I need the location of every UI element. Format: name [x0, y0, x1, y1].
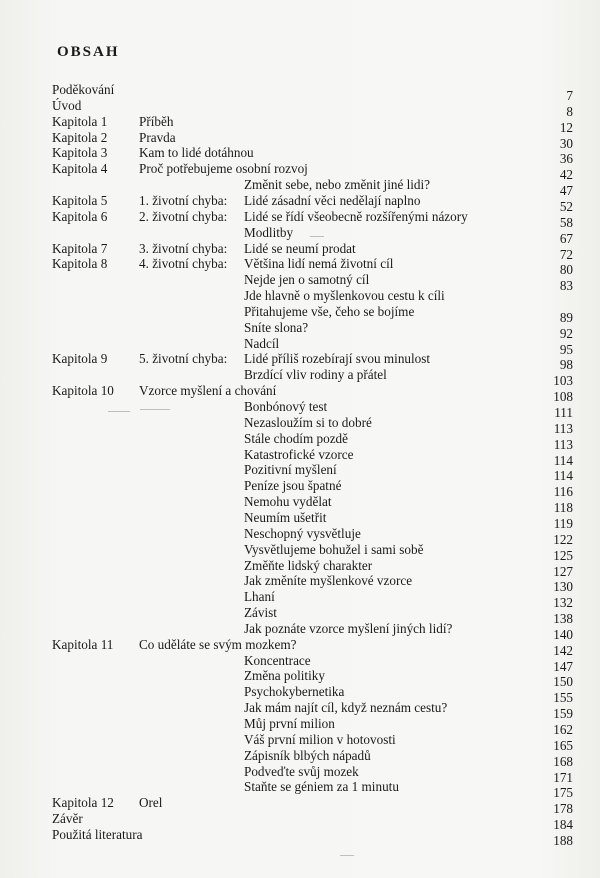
entry-subtitle: Zápisník blbých nápadů: [244, 747, 371, 763]
toc-entry: [0, 716, 600, 737]
entry-subtitle: Lidé zásadní věci nedělají naplno: [244, 192, 421, 208]
entry-page-number: 175: [553, 785, 573, 801]
toc-entry: [0, 763, 600, 785]
toc-entry: [0, 351, 600, 373]
entry-page-number: 92: [559, 325, 573, 341]
entry-subtitle: Nezasloužím si to dobré: [244, 414, 372, 430]
toc-entry: [0, 224, 600, 246]
entry-subtitle: Nemohu vydělat: [244, 494, 332, 510]
entry-page-number: 58: [559, 214, 573, 230]
entry-subtitle: Jak poznáte vzorce myšlení jiných lidí?: [244, 620, 453, 636]
entry-subtitle: Katastrofické vzorce: [244, 446, 354, 462]
entry-page-number: 111: [554, 405, 573, 420]
entry-subtitle: Lidé se neumí prodat: [244, 240, 356, 256]
entry-subtitle: Neschopný vysvětluje: [244, 525, 361, 541]
entry-page-number: 8: [566, 103, 573, 119]
entry-subtitle: Neumím ušetřit: [244, 509, 327, 525]
entry-chapter: Kapitola 10: [52, 383, 114, 399]
toc-entry: [0, 240, 600, 262]
toc-entry: [0, 652, 600, 674]
toc-entry: [0, 557, 600, 579]
entry-subtitle: Jak změníte myšlenkové vzorce: [244, 573, 413, 589]
entry-page-number: 89: [559, 309, 573, 325]
entry-page-number: 142: [553, 642, 573, 658]
entry-chapter: Kapitola 11: [52, 636, 114, 652]
toc-entry: [0, 177, 600, 199]
toc-entry: [0, 811, 600, 833]
entry-page-number: 72: [559, 246, 573, 262]
toc-entry: [0, 208, 600, 230]
entry-title: 5. životní chyba:: [139, 351, 228, 367]
toc-entry: [0, 684, 600, 706]
entry-subtitle: Pozitivní myšlení: [244, 462, 337, 478]
entry-subtitle: Lidé se řídí všeobecně rozšířenými názory: [244, 208, 468, 224]
entry-page-number: 188: [553, 832, 573, 848]
entry-page-number: 150: [553, 674, 573, 690]
entry-subtitle: Psychokybernetika: [244, 684, 345, 700]
entry-page-number: 12: [559, 119, 573, 135]
entry-chapter: Kapitola 5: [52, 192, 108, 208]
entry-page-number: 118: [553, 500, 573, 516]
entry-chapter: Kapitola 3: [52, 145, 108, 161]
entry-page-number: 52: [559, 198, 573, 214]
entry-subtitle: Peníze jsou špatné: [244, 478, 342, 494]
entry-subtitle: Přitahujeme vše, čeho se bojíme: [244, 303, 415, 319]
entry-chapter: Kapitola 1: [52, 113, 108, 129]
scan-smudge: [310, 236, 324, 237]
toc-entry: [0, 192, 600, 214]
entry-page-number: 138: [553, 611, 573, 627]
entry-chapter: Kapitola 6: [52, 208, 108, 224]
entry-page-number: 36: [559, 151, 573, 167]
entry-subtitle: Brzdící vliv rodiny a přátel: [244, 367, 387, 383]
toc-entry: [0, 525, 600, 547]
entry-title: Proč potřebujeme osobní rozvoj: [139, 161, 308, 177]
entry-title: Vzorce myšlení a chování: [139, 383, 277, 399]
entry-chapter: Kapitola 9: [52, 351, 108, 367]
entry-page-number: 122: [553, 531, 573, 547]
entry-page-number: 130: [553, 579, 573, 595]
entry-page-number: 116: [553, 484, 573, 500]
entry-subtitle: Většina lidí nemá životní cíl: [244, 256, 394, 272]
entry-subtitle: Stále chodím pozdě: [244, 430, 349, 446]
entry-page-number: 108: [553, 389, 573, 405]
entry-subtitle: Bonbónový test: [244, 399, 328, 414]
toc-entry: [0, 541, 600, 563]
entry-page-number: 103: [553, 373, 573, 389]
entry-page-number: 83: [559, 278, 573, 294]
entry-subtitle: Lidé příliš rozebírají svou minulost: [244, 351, 431, 367]
entry-page-number: 80: [559, 262, 573, 278]
toc-entry: [0, 494, 600, 516]
toc-entry: [0, 383, 600, 405]
entry-subtitle: Váš první milion v hotovosti: [244, 731, 396, 747]
toc-entry: [0, 145, 600, 167]
entry-subtitle: Změnit sebe, nebo změnit jiné lidi?: [244, 177, 431, 193]
toc-entry: [0, 826, 600, 848]
entry-subtitle: Změňte lidský charakter: [244, 557, 373, 573]
entry-subtitle: Můj první milion: [244, 716, 335, 731]
scan-smudge: [108, 411, 130, 412]
entry-page-number: 47: [559, 183, 573, 199]
scan-smudge: [340, 855, 354, 856]
toc-entry: [0, 478, 600, 500]
toc-entry: [0, 795, 600, 817]
entry-page-number: 114: [553, 468, 573, 484]
toc-entry: [0, 367, 600, 389]
contents-title: OBSAH: [57, 44, 120, 60]
entry-page-number: 171: [553, 769, 573, 785]
toc-entry: [0, 700, 600, 722]
toc-entry: [0, 605, 600, 627]
toc-entry: [0, 462, 600, 484]
entry-subtitle: Nejde jen o samotný cíl: [244, 272, 370, 288]
entry-page-number: 127: [553, 563, 573, 579]
toc-entry: [0, 256, 600, 278]
entry-subtitle: Koncentrace: [244, 652, 311, 668]
entry-page-number: 30: [559, 135, 573, 151]
entry-chapter: Použitá literatura: [52, 826, 143, 842]
entry-page-number: 67: [559, 230, 573, 246]
entry-page-number: 155: [553, 690, 573, 706]
toc-entry: [0, 636, 600, 658]
entry-page-number: 113: [553, 436, 573, 452]
entry-page-number: 119: [553, 515, 573, 531]
entry-page-number: 7: [566, 88, 573, 103]
entry-title: Pravda: [139, 129, 176, 145]
toc-entry: [0, 129, 600, 151]
entry-page-number: 159: [553, 706, 573, 722]
toc-entry: [0, 589, 600, 611]
entry-page-number: 98: [559, 357, 573, 373]
entry-title: 4. životní chyba:: [139, 256, 228, 272]
entry-subtitle: Jak mám najít cíl, když neznám cestu?: [244, 700, 448, 716]
toc-entry: [0, 430, 600, 452]
toc-entry: [0, 272, 600, 294]
entry-subtitle: Změna politiky: [244, 668, 325, 684]
entry-subtitle: Staňte se géniem za 1 minutu: [244, 779, 399, 795]
entry-page-number: 42: [559, 167, 573, 183]
entry-page-number: 113: [553, 420, 573, 436]
entry-subtitle: Jde hlavně o myšlenkovou cestu k cíli: [244, 288, 445, 304]
entry-subtitle: Lhaní: [244, 589, 275, 605]
entry-chapter: Závěr: [52, 811, 83, 827]
entry-subtitle: Nadcíl: [244, 335, 280, 351]
entry-page-number: 140: [553, 626, 573, 642]
toc-entry: [0, 668, 600, 690]
entry-chapter: Kapitola 8: [52, 256, 108, 272]
entry-subtitle: Podveďte svůj mozek: [244, 763, 359, 779]
entry-subtitle: Vysvětlujeme bohužel i sami sobě: [244, 541, 424, 557]
entry-title: Příběh: [139, 113, 174, 129]
entry-subtitle: Modlitby: [244, 224, 294, 240]
toc-entry: [0, 335, 600, 357]
entry-chapter: Kapitola 12: [52, 795, 114, 811]
toc-entry: [0, 288, 600, 304]
entry-chapter: Kapitola 7: [52, 240, 108, 256]
entry-title: Orel: [139, 795, 163, 811]
toc-entry: [0, 399, 600, 420]
entry-page-number: 165: [553, 737, 573, 753]
toc-entry: [0, 414, 600, 436]
toc-entry: [0, 620, 600, 642]
entry-page-number: 162: [553, 722, 573, 737]
entry-chapter: Poděkování: [52, 82, 115, 97]
toc-entry: [0, 303, 600, 325]
entry-title: 3. životní chyba:: [139, 240, 228, 256]
entry-subtitle: Závist: [244, 605, 277, 621]
entry-page-number: 114: [553, 452, 573, 468]
toc-entry: [0, 731, 600, 753]
entry-chapter: Kapitola 4: [52, 161, 108, 177]
entry-page-number: 168: [553, 753, 573, 769]
entry-page-number: 125: [553, 547, 573, 563]
toc-entry: [0, 97, 600, 119]
entry-title: 1. životní chyba:: [139, 192, 228, 208]
entry-chapter: Kapitola 2: [52, 129, 108, 145]
entry-chapter: Úvod: [52, 97, 82, 113]
entry-subtitle: Sníte slona?: [244, 319, 309, 335]
toc-entry: [0, 747, 600, 769]
toc-entry: [0, 446, 600, 468]
scan-smudge: [140, 409, 170, 410]
toc-entry: [0, 319, 600, 341]
toc-entry: [0, 161, 600, 183]
toc-entry: [0, 573, 600, 595]
entry-title: 2. životní chyba:: [139, 208, 228, 224]
toc-entry: [0, 779, 600, 801]
entry-page-number: 178: [553, 801, 573, 817]
entry-page-number: 147: [553, 658, 573, 674]
toc-entry: [0, 113, 600, 135]
entry-title: Kam to lidé dotáhnou: [139, 145, 254, 161]
entry-page-number: 184: [553, 817, 573, 833]
toc-entry: [0, 509, 600, 531]
toc-entry: [0, 82, 600, 103]
entry-page-number: 132: [553, 595, 573, 611]
entry-page-number: 95: [559, 341, 573, 357]
entry-title: Co uděláte se svým mozkem?: [139, 636, 297, 652]
